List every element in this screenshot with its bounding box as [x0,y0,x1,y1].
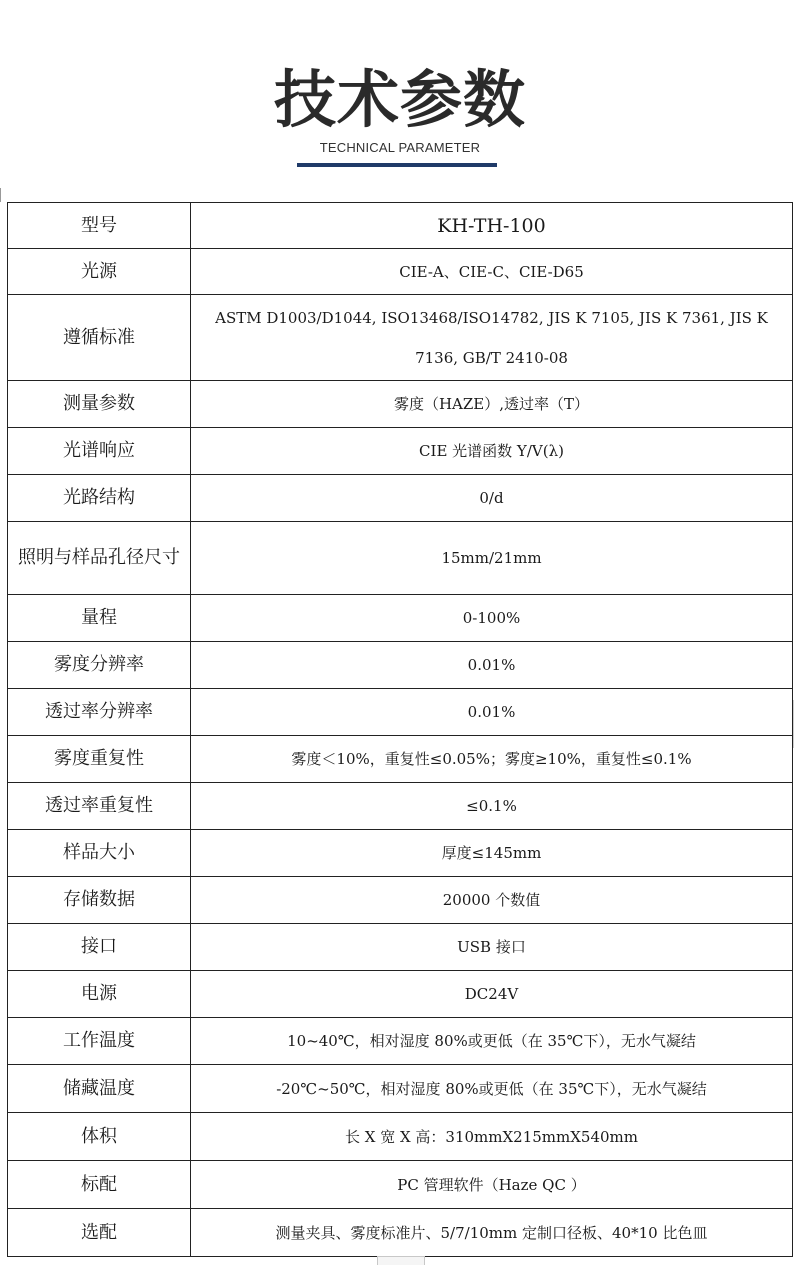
row-label: 体积 [8,1113,191,1161]
row-label: 照明与样品孔径尺寸 [8,522,191,595]
row-value: -20℃~50℃，相对湿度 80%或更低（在 35℃下），无水气凝结 [191,1065,793,1113]
scrollbar-edge [793,700,800,748]
row-label: 雾度分辨率 [8,642,191,689]
row-value: USB 接口 [191,924,793,971]
page-title: 技术参数 [273,63,526,136]
row-label: 量程 [8,595,191,642]
row-label: 雾度重复性 [8,736,191,783]
row-value: 测量夹具、雾度标准片、5/7/10mm 定制口径板、40*10 比色皿 [191,1209,793,1257]
row-value: 0/d [191,475,793,522]
table-row [8,381,793,428]
row-label: 遵循标准 [8,295,191,381]
row-label: 电源 [8,971,191,1018]
page-subtitle: TECHNICAL PARAMETER [319,140,481,155]
row-value: DC24V [191,971,793,1018]
table-row [8,428,793,475]
row-label: 标配 [8,1161,191,1209]
row-value: 0.01% [191,642,793,689]
row-label: 光源 [8,249,191,295]
row-label: 接口 [8,924,191,971]
row-label: 存储数据 [8,877,191,924]
table-row [8,830,793,877]
row-label: 透过率分辨率 [8,689,191,736]
table-row [8,924,793,971]
row-label: 透过率重复性 [8,783,191,830]
table-row [8,783,793,830]
table-row [8,1113,793,1161]
row-value: KH-TH-100 [191,203,793,249]
row-value: CIE 光谱函数 Y/V(λ) [191,428,793,475]
row-value: CIE-A、CIE-C、CIE-D65 [191,249,793,295]
row-label: 样品大小 [8,830,191,877]
row-value: 长 X 宽 X 高：310mmX215mmX540mm [191,1113,793,1161]
row-label: 型号 [8,203,191,249]
table-row [8,1065,793,1113]
row-label: 工作温度 [8,1018,191,1065]
row-label: 光谱响应 [8,428,191,475]
table-row [8,736,793,783]
title-underline [297,163,497,167]
row-value: 10~40℃，相对湿度 80%或更低（在 35℃下），无水气凝结 [191,1018,793,1065]
row-value: 雾度（HAZE）,透过率（T） [191,381,793,428]
table-row [8,595,793,642]
row-value: ASTM D1003/D1044, ISO13468/ISO14782, JIS K 7105, JIS K 7361, JIS K 7136, GB/T 2410-08 [191,295,793,381]
row-label: 选配 [8,1209,191,1257]
table-row [8,1209,793,1257]
page-header [0,0,800,190]
frame-edge-mark [0,188,1,202]
technical-parameter-table [7,202,793,1257]
row-value: 0.01% [191,689,793,736]
row-value: PC 管理软件（Haze QC ） [191,1161,793,1209]
row-value: 15mm/21mm [191,522,793,595]
row-value: 20000 个数值 [191,877,793,924]
table-row [8,1161,793,1209]
table-row [8,1018,793,1065]
row-label: 测量参数 [8,381,191,428]
row-label: 储藏温度 [8,1065,191,1113]
table-row [8,249,793,295]
table-row [8,642,793,689]
table-row [8,522,793,595]
table-row [8,971,793,1018]
row-value: 雾度＜10%，重复性≤0.05%；雾度≥10%，重复性≤0.1% [191,736,793,783]
table-row [8,475,793,522]
row-value: ≤0.1% [191,783,793,830]
table-row [8,689,793,736]
table-row [8,877,793,924]
row-value: 厚度≤145mm [191,830,793,877]
row-value: 0-100% [191,595,793,642]
table-row [8,203,793,249]
table-row [8,295,793,381]
row-label: 光路结构 [8,475,191,522]
